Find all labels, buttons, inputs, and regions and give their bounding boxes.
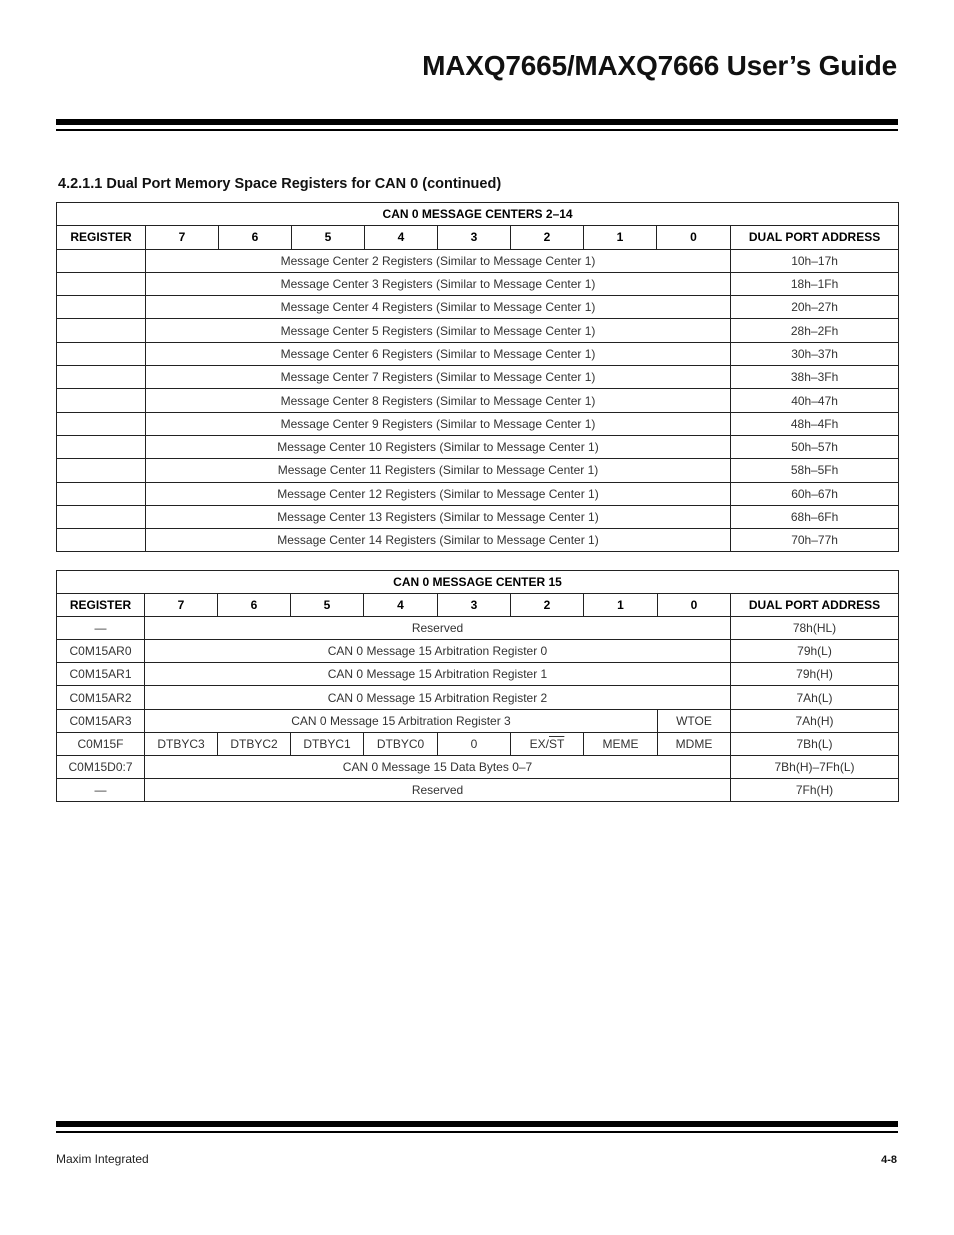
bit0-cell: MDME	[658, 732, 731, 755]
table-row	[57, 709, 899, 732]
address-cell: 79h(H)	[731, 663, 899, 686]
table-row	[57, 640, 899, 663]
address-cell: 20h–27h	[731, 296, 899, 319]
description-cell: Message Center 3 Registers (Similar to Message Center 1)	[146, 272, 731, 295]
description-cell: CAN 0 Message 15 Arbitration Register 2	[145, 686, 731, 709]
column-header-row	[57, 226, 899, 249]
description-cell: Message Center 5 Registers (Similar to Message Center 1)	[146, 319, 731, 342]
register-cell	[57, 272, 146, 295]
bit4-cell: DTBYC0	[364, 732, 438, 755]
description-cell: Message Center 2 Registers (Similar to Message Center 1)	[146, 249, 731, 272]
table-row	[57, 686, 899, 709]
register-cell: C0M15AR0	[57, 640, 145, 663]
column-header: 7	[146, 226, 219, 249]
table-title: CAN 0 MESSAGE CENTER 15	[57, 571, 899, 594]
table-row	[57, 412, 899, 435]
column-header: 7	[145, 594, 218, 617]
column-header: 3	[438, 594, 511, 617]
section-heading: 4.2.1.1 Dual Port Memory Space Registers for CAN 0 (continued)	[58, 176, 502, 192]
table-row	[57, 778, 899, 801]
address-cell: 60h–67h	[731, 482, 899, 505]
register-cell	[57, 459, 146, 482]
address-cell: 7Ah(L)	[731, 686, 899, 709]
table-row	[57, 296, 899, 319]
table-row	[57, 389, 899, 412]
column-header: REGISTER	[57, 226, 146, 249]
table-row	[57, 366, 899, 389]
address-cell: 28h–2Fh	[731, 319, 899, 342]
address-cell: 18h–1Fh	[731, 272, 899, 295]
description-cell: Message Center 14 Registers (Similar to Message Center 1)	[146, 529, 731, 552]
description-cell: Message Center 10 Registers (Similar to Message Center 1)	[146, 435, 731, 458]
address-cell: 70h–77h	[731, 529, 899, 552]
address-cell: 48h–4Fh	[731, 412, 899, 435]
header-rule-thick	[56, 119, 898, 125]
table-row	[57, 249, 899, 272]
address-cell: 79h(L)	[731, 640, 899, 663]
register-cell: —	[57, 778, 145, 801]
register-cell	[57, 529, 146, 552]
bit6-cell: DTBYC2	[218, 732, 291, 755]
description-cell: CAN 0 Message 15 Arbitration Register 1	[145, 663, 731, 686]
register-cell	[57, 319, 146, 342]
table-title: CAN 0 MESSAGE CENTERS 2–14	[57, 203, 899, 226]
description-cell: CAN 0 Message 15 Arbitration Register 3	[145, 709, 658, 732]
footer-rule-thick	[56, 1121, 898, 1127]
bit5-cell: DTBYC1	[291, 732, 364, 755]
column-header: 5	[291, 594, 364, 617]
register-cell	[57, 366, 146, 389]
address-cell: 30h–37h	[731, 342, 899, 365]
address-cell: 68h–6Fh	[731, 505, 899, 528]
column-header: 2	[511, 226, 584, 249]
column-header: 2	[511, 594, 584, 617]
table-row	[57, 342, 899, 365]
address-cell: 40h–47h	[731, 389, 899, 412]
description-cell: Message Center 6 Registers (Similar to Message Center 1)	[146, 342, 731, 365]
bit3-cell: 0	[438, 732, 511, 755]
description-cell: Message Center 13 Registers (Similar to Message Center 1)	[146, 505, 731, 528]
table-row	[57, 529, 899, 552]
address-cell: 38h–3Fh	[731, 366, 899, 389]
description-cell: Message Center 9 Registers (Similar to Message Center 1)	[146, 412, 731, 435]
column-header: DUAL PORT ADDRESS	[731, 226, 899, 249]
register-cell	[57, 435, 146, 458]
column-header: 6	[219, 226, 292, 249]
table-row	[57, 482, 899, 505]
description-cell: CAN 0 Message 15 Arbitration Register 0	[145, 640, 731, 663]
register-cell	[57, 249, 146, 272]
description-cell: Message Center 12 Registers (Similar to Message Center 1)	[146, 482, 731, 505]
description-cell: Message Center 4 Registers (Similar to Message Center 1)	[146, 296, 731, 319]
description-cell: Reserved	[145, 778, 731, 801]
table-row	[57, 459, 899, 482]
address-cell: 7Bh(L)	[731, 732, 899, 755]
description-cell: Message Center 8 Registers (Similar to Message Center 1)	[146, 389, 731, 412]
description-cell: Message Center 7 Registers (Similar to Message Center 1)	[146, 366, 731, 389]
register-cell	[57, 505, 146, 528]
address-cell: 7Fh(H)	[731, 778, 899, 801]
column-header-row	[57, 594, 899, 617]
table-row	[57, 732, 899, 755]
bit1-cell: MEME	[584, 732, 658, 755]
column-header: 0	[658, 594, 731, 617]
description-cell: Message Center 11 Registers (Similar to Message Center 1)	[146, 459, 731, 482]
address-cell: 7Bh(H)–7Fh(L)	[731, 755, 899, 778]
address-cell: 58h–5Fh	[731, 459, 899, 482]
register-cell: C0M15AR2	[57, 686, 145, 709]
register-cell: C0M15D0:7	[57, 755, 145, 778]
register-cell	[57, 482, 146, 505]
message-center-15-table	[56, 570, 899, 802]
column-header: 4	[364, 594, 438, 617]
table-row	[57, 435, 899, 458]
register-cell	[57, 412, 146, 435]
bit0-cell: WTOE	[658, 709, 731, 732]
table-row	[57, 617, 899, 640]
page-number: 4-8	[881, 1154, 897, 1166]
table-row	[57, 663, 899, 686]
register-cell	[57, 296, 146, 319]
column-header: 3	[438, 226, 511, 249]
column-header: 0	[657, 226, 731, 249]
register-cell: C0M15AR3	[57, 709, 145, 732]
table-row	[57, 319, 899, 342]
bit7-cell: DTBYC3	[145, 732, 218, 755]
register-cell: —	[57, 617, 145, 640]
column-header: 1	[584, 226, 657, 249]
column-header: REGISTER	[57, 594, 145, 617]
column-header: 4	[365, 226, 438, 249]
message-centers-2-14-table	[56, 202, 899, 552]
document-title: MAXQ7665/MAXQ7666 User’s Guide	[422, 50, 897, 81]
register-cell: C0M15AR1	[57, 663, 145, 686]
column-header: DUAL PORT ADDRESS	[731, 594, 899, 617]
table-row	[57, 755, 899, 778]
header-rule-thin	[56, 129, 898, 131]
bit2-st-overline-label: $\overline{ST}$	[549, 736, 565, 751]
bit2-ex-label: EX/	[529, 736, 549, 751]
column-header: 5	[292, 226, 365, 249]
column-header: 1	[584, 594, 658, 617]
register-cell	[57, 389, 146, 412]
register-cell	[57, 342, 146, 365]
footer-rule-thin	[56, 1131, 898, 1133]
address-cell: 78h(HL)	[731, 617, 899, 640]
address-cell: 10h–17h	[731, 249, 899, 272]
address-cell: 7Ah(H)	[731, 709, 899, 732]
address-cell: 50h–57h	[731, 435, 899, 458]
column-header: 6	[218, 594, 291, 617]
footer-company: Maxim Integrated	[56, 1152, 149, 1166]
table-row	[57, 272, 899, 295]
register-cell: C0M15F	[57, 732, 145, 755]
description-cell: Reserved	[145, 617, 731, 640]
table-row	[57, 505, 899, 528]
bit2-cell	[511, 732, 584, 755]
description-cell: CAN 0 Message 15 Data Bytes 0–7	[145, 755, 731, 778]
